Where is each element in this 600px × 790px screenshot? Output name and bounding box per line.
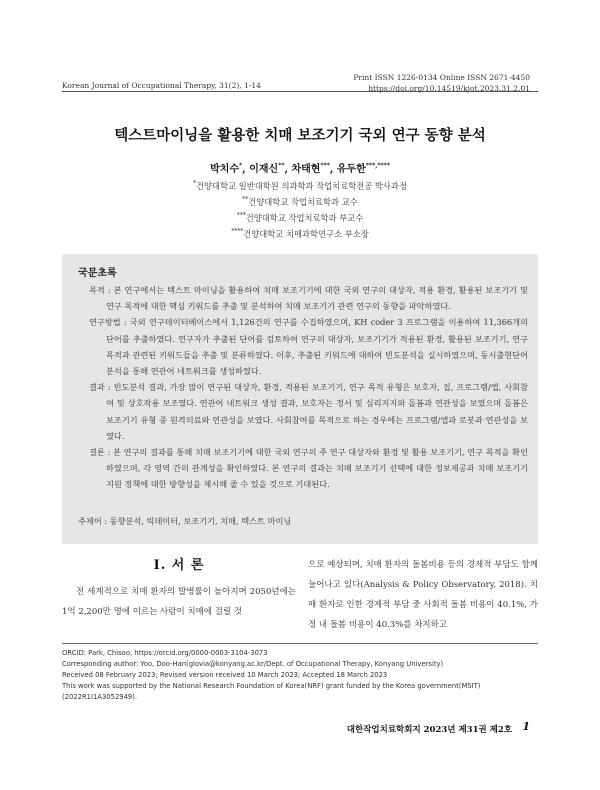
- author-name: 차태현: [291, 164, 321, 175]
- abstract-results: 결과 : 빈도분석 결과, 가장 많이 연구된 대상자, 환경, 적용된 보조기기, 연구 목적 유형은 보호자, 집, 프로그램/앱, 사회참여 및 상호작용 보조였다. 연관어 네트워크 생성 결과, 보호자는 정서 및 심리지지와 돌봄과 연관성을 보였으며 돌봄은 보조기기 유형 중 원격의료와 연관성을 보였다. 사회참여를 목적으로 하는 경우에는 프로그램/앱과 로봇과 연관성을 보였다.: [89, 382, 528, 441]
- abstract-methods: 연구방법 : 국외 연구데이터베이스에서 1,126건의 연구를 수집하였으며, KH coder 3 프로그램을 이용하여 11,366개의 단어를 추출하였다. 연구자가 추출된 단어를 검토하여 연구의 대상자, 보조기기가 적용된 환경, 활용된 보조기기, 연구 목적과 관련된 키워드들을 추출 및 분류하였다. 이후, 추출된 키워드에 대하여 빈도분석을 실시하였으며, 동시출현단어 분석을 통해 연관어 네트워크를 생성하였다.: [89, 317, 528, 377]
- doi-link[interactable]: https://doi.org/10.14519/kjot.2023.31.2.01: [368, 84, 530, 93]
- paper-title: 텍스트마이닝을 활용한 치매 보조기기 국외 연구 동향 분석: [114, 127, 486, 144]
- abstract-heading: 국문초록: [78, 268, 117, 279]
- intro-left-column: [62, 582, 296, 622]
- affiliation: [0, 228, 600, 240]
- author-sup: ***: [320, 162, 330, 170]
- author-sup: ***,****: [365, 162, 390, 170]
- author-separator: ,: [329, 164, 337, 175]
- abstract-body: [72, 282, 528, 493]
- footnote-orcid: ORCID: Park, Chisoo, https://orcid.org/0000-0003-3104-3073: [62, 649, 268, 657]
- author-name: 유두한: [336, 164, 366, 175]
- footnote-rule: [62, 643, 538, 644]
- affiliation-sup: ***: [236, 212, 246, 220]
- author-sup: *: [239, 162, 243, 170]
- affiliation-text: 건양대학교 치매과학연구소 부소장: [243, 229, 369, 239]
- footer-journal: 대한작업치료학회지 2023년 제31권 제2호: [346, 725, 512, 735]
- header-rule: [62, 91, 538, 92]
- issn-line: Print ISSN 1226-0134 Online ISSN 2671-4450: [353, 73, 530, 82]
- affiliation: [0, 180, 600, 192]
- section-title: Ⅰ. 서 론: [153, 558, 205, 573]
- affiliation-sup: ****: [231, 228, 244, 236]
- author-separator: ,: [242, 164, 250, 175]
- intro-paragraph: 전 세계적으로 치매 환자의 발병률이 높아지며 2050년에는 1억 2,200만 명에 이르는 사람이 치매에 걸릴 것: [62, 587, 296, 617]
- footnote-dates: Received 08 February 2023; Revised version received 10 March 2023; Accepted 18 March 2023: [62, 671, 388, 679]
- affiliation-sup: **: [242, 196, 249, 204]
- affiliation-text: 건양대학교 작업치료학과 부교수: [245, 213, 364, 223]
- abstract-purpose: 목적 : 본 연구에서는 텍스트 마이닝을 활용하여 치매 보조기기에 대한 국외 연구의 대상자, 적용 환경, 활용된 보조기기 및 연구 목적에 대한 핵심 키워드를 추출 및 분석하여 치매 보조기기 관련 연구의 동향을 파악하였다.: [89, 285, 528, 312]
- affiliation-text: 건양대학교 작업치료학과 교수: [248, 197, 358, 207]
- author-name: 이재신: [249, 164, 279, 175]
- footnotes: [62, 648, 542, 703]
- affiliation: [0, 212, 600, 224]
- intro-right-column: [308, 555, 538, 635]
- footnote-funding: This work was supported by the National Research Foundation of Korea(NRF) grant funded by the Korea government(MSIT): [62, 682, 481, 690]
- footnote-grant: (2022R1I1A3052949).: [62, 693, 138, 701]
- author-sup: **: [278, 162, 285, 170]
- author-name: 박치수: [210, 164, 240, 175]
- page-number: 1: [522, 720, 530, 733]
- abstract-conclusion: 결론 : 본 연구의 결과를 통해 치매 보조기기에 대한 국외 연구의 주 연구 대상자와 환경 및 활용 보조기기, 연구 목적을 확인하였으며, 각 영역 간의 관계성을 확인하였다. 본 연구의 결과는 치매 보조기기 선택에 대한 정보제공과 치매 보조기기 지원 정책에 대한 방향성을 제시해 줄 수 있을 것으로 기대된다.: [89, 447, 528, 490]
- affiliation-text: 건양대학교 일반대학원 의과학과 작업치료학전공 박사과정: [196, 181, 407, 191]
- abstract-keywords: 주제어 : 동향분석, 빅데이터, 보조기기, 치매, 텍스트 마이닝: [78, 516, 292, 526]
- author-separator: ,: [284, 164, 292, 175]
- affiliation: [0, 196, 600, 208]
- author-list: [0, 160, 600, 175]
- journal-citation: Korean Journal of Occupational Therapy, 31(2), 1-14: [62, 81, 261, 90]
- footnote-corresponding: Corresponding author: Yoo, Doo-Han(glovia@konyang.ac.kr/Dept. of Occupational Therapy, Konyang University): [62, 660, 444, 668]
- intro-paragraph-continued: 으로 예상되며, 치매 환자의 돌봄비용 등의 경제적 부담도 함께 늘어나고 있다(Analysis & Policy Observatory, 2018). 치매 환자로 인한 경제적 부담 중 사회적 돌봄 비용이 40.1%, 가정 내 돌봄 비용이 40.3%를 차지하고: [308, 560, 538, 630]
- affiliation-sup: *: [193, 180, 197, 188]
